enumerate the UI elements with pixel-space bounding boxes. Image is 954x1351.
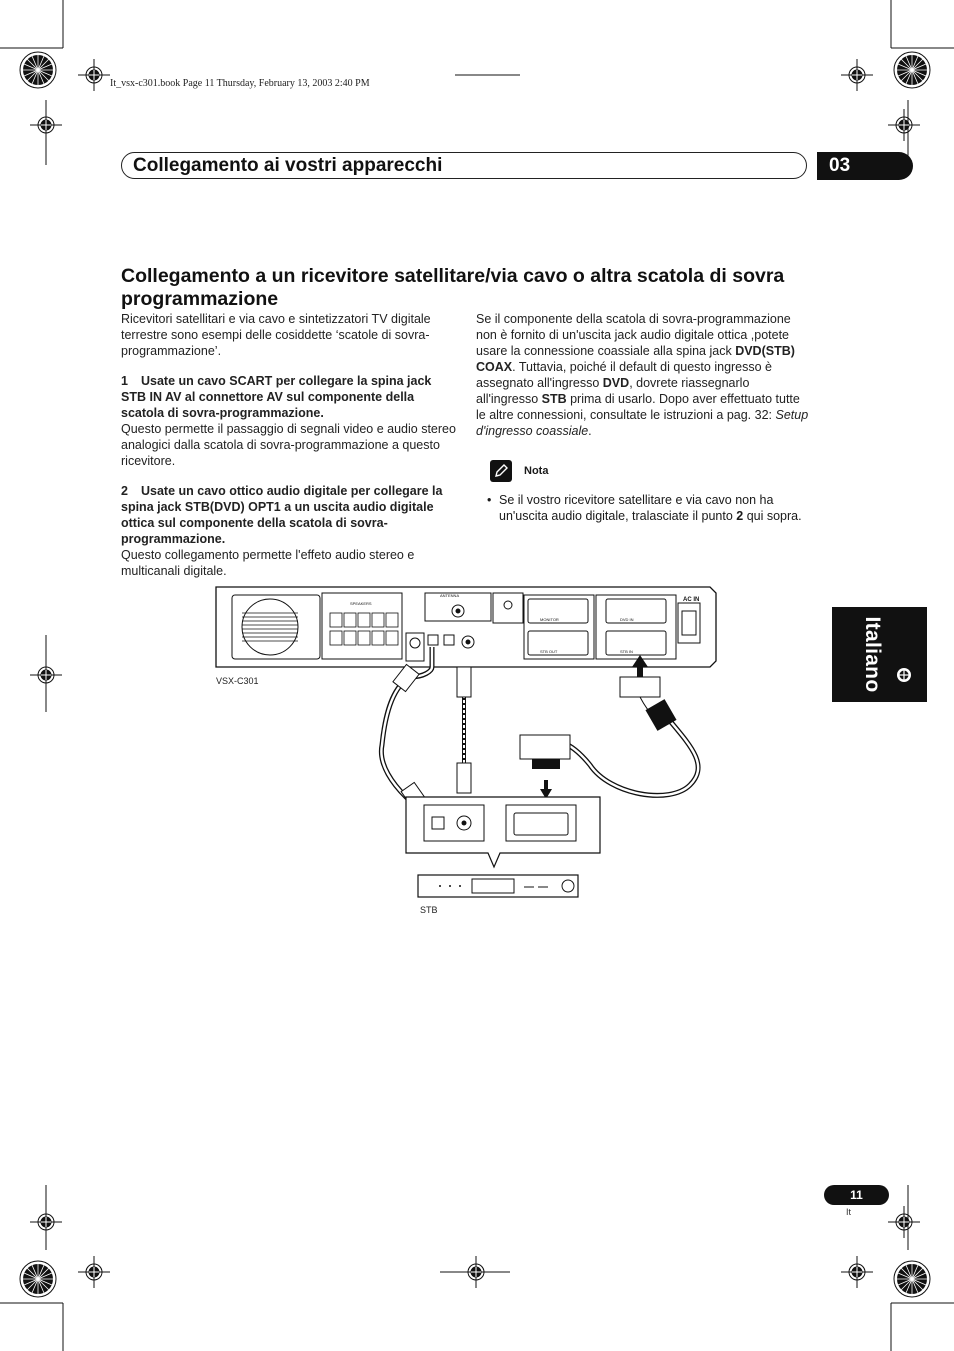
step-2-title — [121, 483, 456, 547]
chapter-title: Collegamento ai vostri apparecchi — [133, 155, 443, 176]
ac-in-label: AC IN — [683, 597, 700, 603]
step-2-number: 2 — [121, 484, 128, 498]
chapter-number: 03 — [817, 152, 913, 180]
left-column — [121, 311, 456, 579]
coax-text-2: . Tuttavia, poiché il default di questo ingresso è assegnato all'ingresso — [476, 360, 773, 390]
coax-text-1: Se il componente della scatola di sovra-programmazione non è fornito di un'uscita jack audio digitale ottica ,potete usare la connessione coassiale alla spina jack — [476, 312, 791, 358]
svg-text:MONITOR: MONITOR — [540, 617, 559, 622]
note-header — [490, 460, 548, 482]
right-column — [476, 311, 811, 439]
step-1-text: Usate un cavo SCART per collegare la spina jack STB IN AV al connettore AV sul componente della scatola di sovra-programmazione. — [121, 374, 432, 420]
connection-diagram — [210, 585, 730, 925]
note-label: Nota — [524, 465, 549, 477]
svg-text:ANTENNA: ANTENNA — [440, 593, 460, 598]
coax-text-4: prima di usarlo. Dopo aver effettuato tutte le altre connessioni, consultate le istruzioni a pag. 32: — [476, 392, 800, 422]
stb-input-label: STB — [541, 392, 567, 406]
dvd-input-label: DVD — [602, 376, 630, 390]
coax-jack-label: DVD(STB) COAX — [476, 344, 795, 374]
coax-paragraph — [476, 311, 811, 439]
step-1-body: Questo permette il passaggio di segnali video e audio stereo analogici dalla scatola di sovra-programmazione a questo ricevitore. — [121, 422, 456, 468]
stb-label: STB — [420, 905, 438, 915]
stb-rear-panel — [406, 797, 600, 867]
note-step-ref: 2 — [736, 509, 744, 523]
pencil-note-icon — [490, 460, 512, 482]
bullet-icon: • — [487, 493, 492, 507]
note-bullet — [487, 492, 807, 524]
page-language: It — [846, 1207, 852, 1217]
side-tab-target-icon — [896, 667, 912, 683]
fan-grille — [232, 595, 320, 659]
step-1-title — [121, 373, 456, 421]
coax-text-end: . — [588, 424, 592, 438]
svg-text:STB OUT: STB OUT — [540, 649, 558, 654]
section-title: Collegamento a un ricevitore satellitare/via cavo o altra scatola di sovra programmazione — [121, 265, 785, 310]
step-2-text: Usate un cavo ottico audio digitale per collegare la spina jack STB(DVD) OPT1 a un uscita audio digitale ottica sul componente della scatola di sovra-programmazione. — [121, 484, 443, 546]
svg-text:STB IN: STB IN — [620, 649, 633, 654]
stb-in-av-scart — [606, 631, 666, 655]
receiver-label: VSX-C301 — [216, 676, 259, 686]
note-text-1: Se il vostro ricevitore satellitare e via cavo non ha un'uscita audio digitale, tralasciate il punto — [499, 493, 774, 523]
step-2-body: Questo collegamento permette l'effeto audio stereo e multicanali digitale. — [121, 548, 415, 578]
step-1-number: 1 — [121, 374, 128, 388]
intro-paragraph: Ricevitori satellitari e via cavo e sintetizzatori TV digitale terrestre sono esempi delle cosiddette ‘scatole di sovra-programmazione’. — [121, 312, 431, 358]
stb-front — [418, 875, 578, 897]
note-text-2: qui sopra. — [743, 509, 802, 523]
coax-setup-reference: Setup d'ingresso coassiale — [476, 408, 809, 438]
svg-text:DVD IN: DVD IN — [620, 617, 634, 622]
coax-text-3: , dovrete riassegnarlo all'ingresso — [476, 376, 750, 406]
print-header: It_vsx-c301.book Page 11 Thursday, February 13, 2003 2:40 PM — [110, 78, 370, 89]
optical-jack-opt1 — [428, 635, 438, 645]
svg-text:SPEAKERS: SPEAKERS — [350, 601, 372, 606]
note-bullet-text — [499, 492, 807, 524]
page-number: 11 — [824, 1185, 889, 1205]
language-side-tab-label: Italiano — [861, 616, 884, 693]
